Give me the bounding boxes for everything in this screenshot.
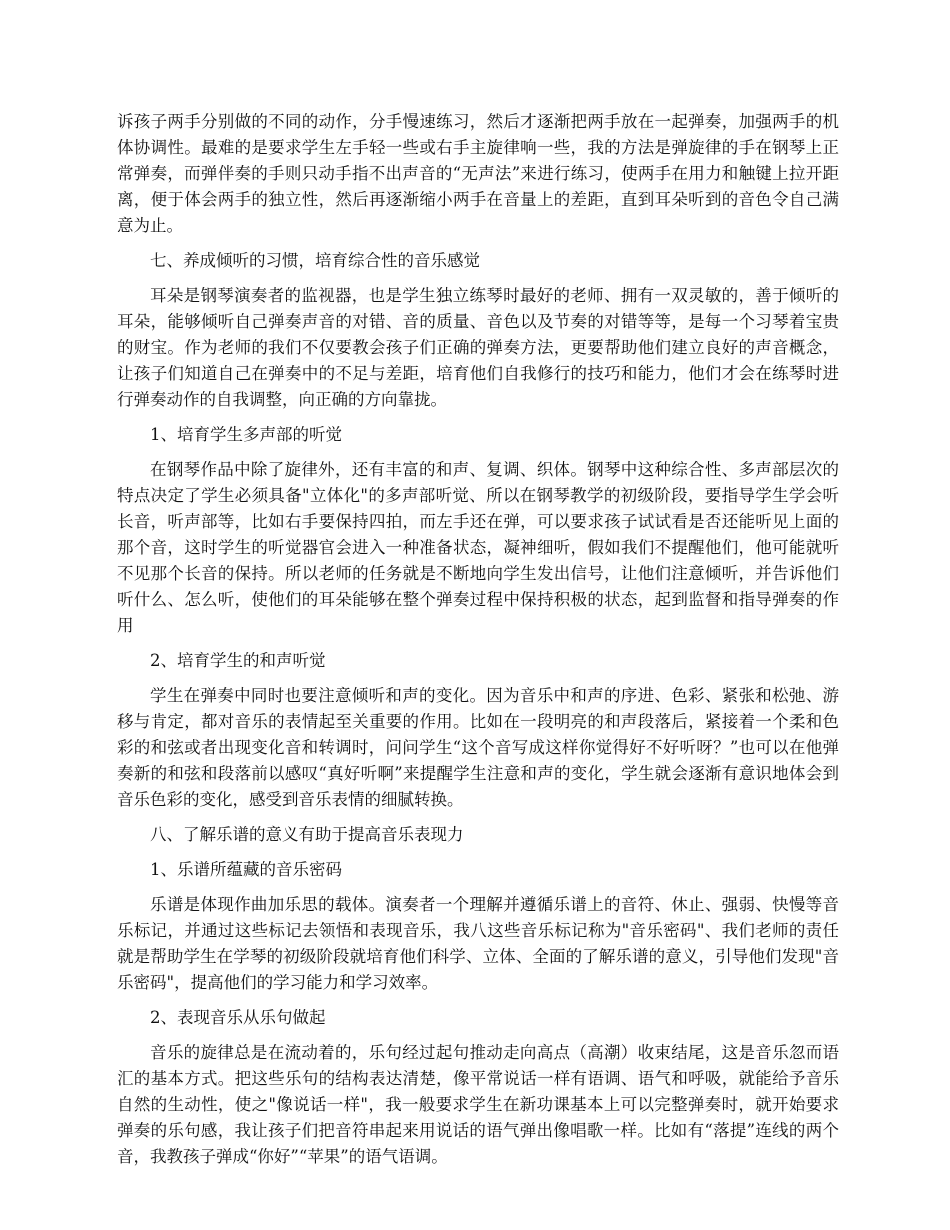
paragraph: 乐谱是体现作曲加乐思的载体。演奏者一个理解并遵循乐谱上的音符、休止、强弱、快慢等音乐标记，并通过这些标记去领悟和表现音乐，我八这些音乐标记称为"音乐密码"、我们老师的责任就是帮助学生在学琴的初级阶段就培育他们科学、立体、全面的了解乐谱的意义，引导他们发现"音乐密码"，提高他们的学习能力和学习效率。 xyxy=(117,895,839,992)
document-page xyxy=(117,109,839,1179)
paragraph: 学生在弹奏中同时也要注意倾听和声的变化。因为音乐中和声的序进、色彩、紧张和松弛、游移与肯定，都对音乐的表情起至关重要的作用。比如在一段明亮的和声段落后，紧接着一个柔和色彩的和弦或者出现变化音和转调时，问问学生“这个音写成这样你觉得好不好听呀？”也可以在他弹奏新的和弦和段落前以感叹“真好听啊”来提醒学生注意和声的变化，学生就会逐渐有意识地体会到音乐色彩的变化，感受到音乐表情的细腻转换。 xyxy=(117,686,839,809)
paragraph: 诉孩子两手分别做的不同的动作，分手慢速练习，然后才逐渐把两手放在一起弹奏，加强两手的机体协调性。最难的是要求学生左手轻一些或右手主旋律响一些，我的方法是弹旋律的手在钢琴上正常弹奏，而弹伴奏的手则只动手指不出声音的“无声法”来进行练习，使两手在用力和触键上拉开距离，便于体会两手的独立性，然后再逐渐缩小两手在音量上的差距，直到耳朵听到的音色令自己满意为止。 xyxy=(117,112,839,235)
section-heading: 七、养成倾听的习惯，培育综合性的音乐感觉 xyxy=(150,251,480,270)
paragraph: 耳朵是钢琴演奏者的监视器，也是学生独立练琴时最好的老师、拥有一双灵敏的，善于倾听的耳朵，能够倾听自己弹奏声音的对错、音的质量、音色以及节奏的对错等等，是每一个习琴着宝贵的财宝。作为老师的我们不仅要教会孩子们正确的弹奏方法，更要帮助他们建立良好的声音概念，让孩子们知道自己在弹奏中的不足与差距，培育他们自我修行的技巧和能力，他们才会在练琴时进行弹奏动作的自我调整，向正确的方向靠拢。 xyxy=(117,286,839,409)
subsection-heading: 2、表现音乐从乐句做起 xyxy=(150,1008,326,1027)
subsection-heading: 1、培育学生多声部的听觉 xyxy=(150,425,342,444)
paragraph: 在钢琴作品中除了旋律外，还有丰富的和声、复调、织体。钢琴中这种综合性、多声部层次的特点决定了学生必须具备"立体化"的多声部听觉、所以在钢琴教学的初级阶段，要指导学生学会听长音，听声部等，比如右手要保持四拍，而左手还在弹，可以要求孩子试试看是否还能听见上面的那个音，这时学生的听觉器官会进入一种准备状态，凝神细听，假如我们不提醒他们，他可能就听不见那个长音的保持。所以老师的任务就是不断地向学生发出信号，让他们注意倾听，并告诉他们听什么、怎么听，使他们的耳朵能够在整个弹奏过程中保持积极的状态，起到监督和指导弹奏的作用 xyxy=(117,460,839,635)
paragraph: 音乐的旋律总是在流动着的，乐句经过起句推动走向高点（高潮）收束结尾，这是音乐忽而语汇的基本方式。把这些乐句的结构表达清楚，像平常说话一样有语调、语气和呼吸，就能给予音乐自然的生动性，使之"像说话一样"，我一般要求学生在新功课基本上可以完整弹奏时，就开始要求弹奏的乐句感，我让孩子们把音符串起来用说话的语气弹出像唱歌一样。比如有“落提”连线的两个音，我教孩子弹成“你好”“苹果”的语气语调。 xyxy=(117,1043,839,1166)
subsection-heading: 2、培育学生的和声听觉 xyxy=(150,651,326,670)
section-heading: 八、了解乐谱的意义有助于提高音乐表现力 xyxy=(150,825,464,844)
subsection-heading: 1、乐谱所蕴藏的音乐密码 xyxy=(150,860,342,879)
